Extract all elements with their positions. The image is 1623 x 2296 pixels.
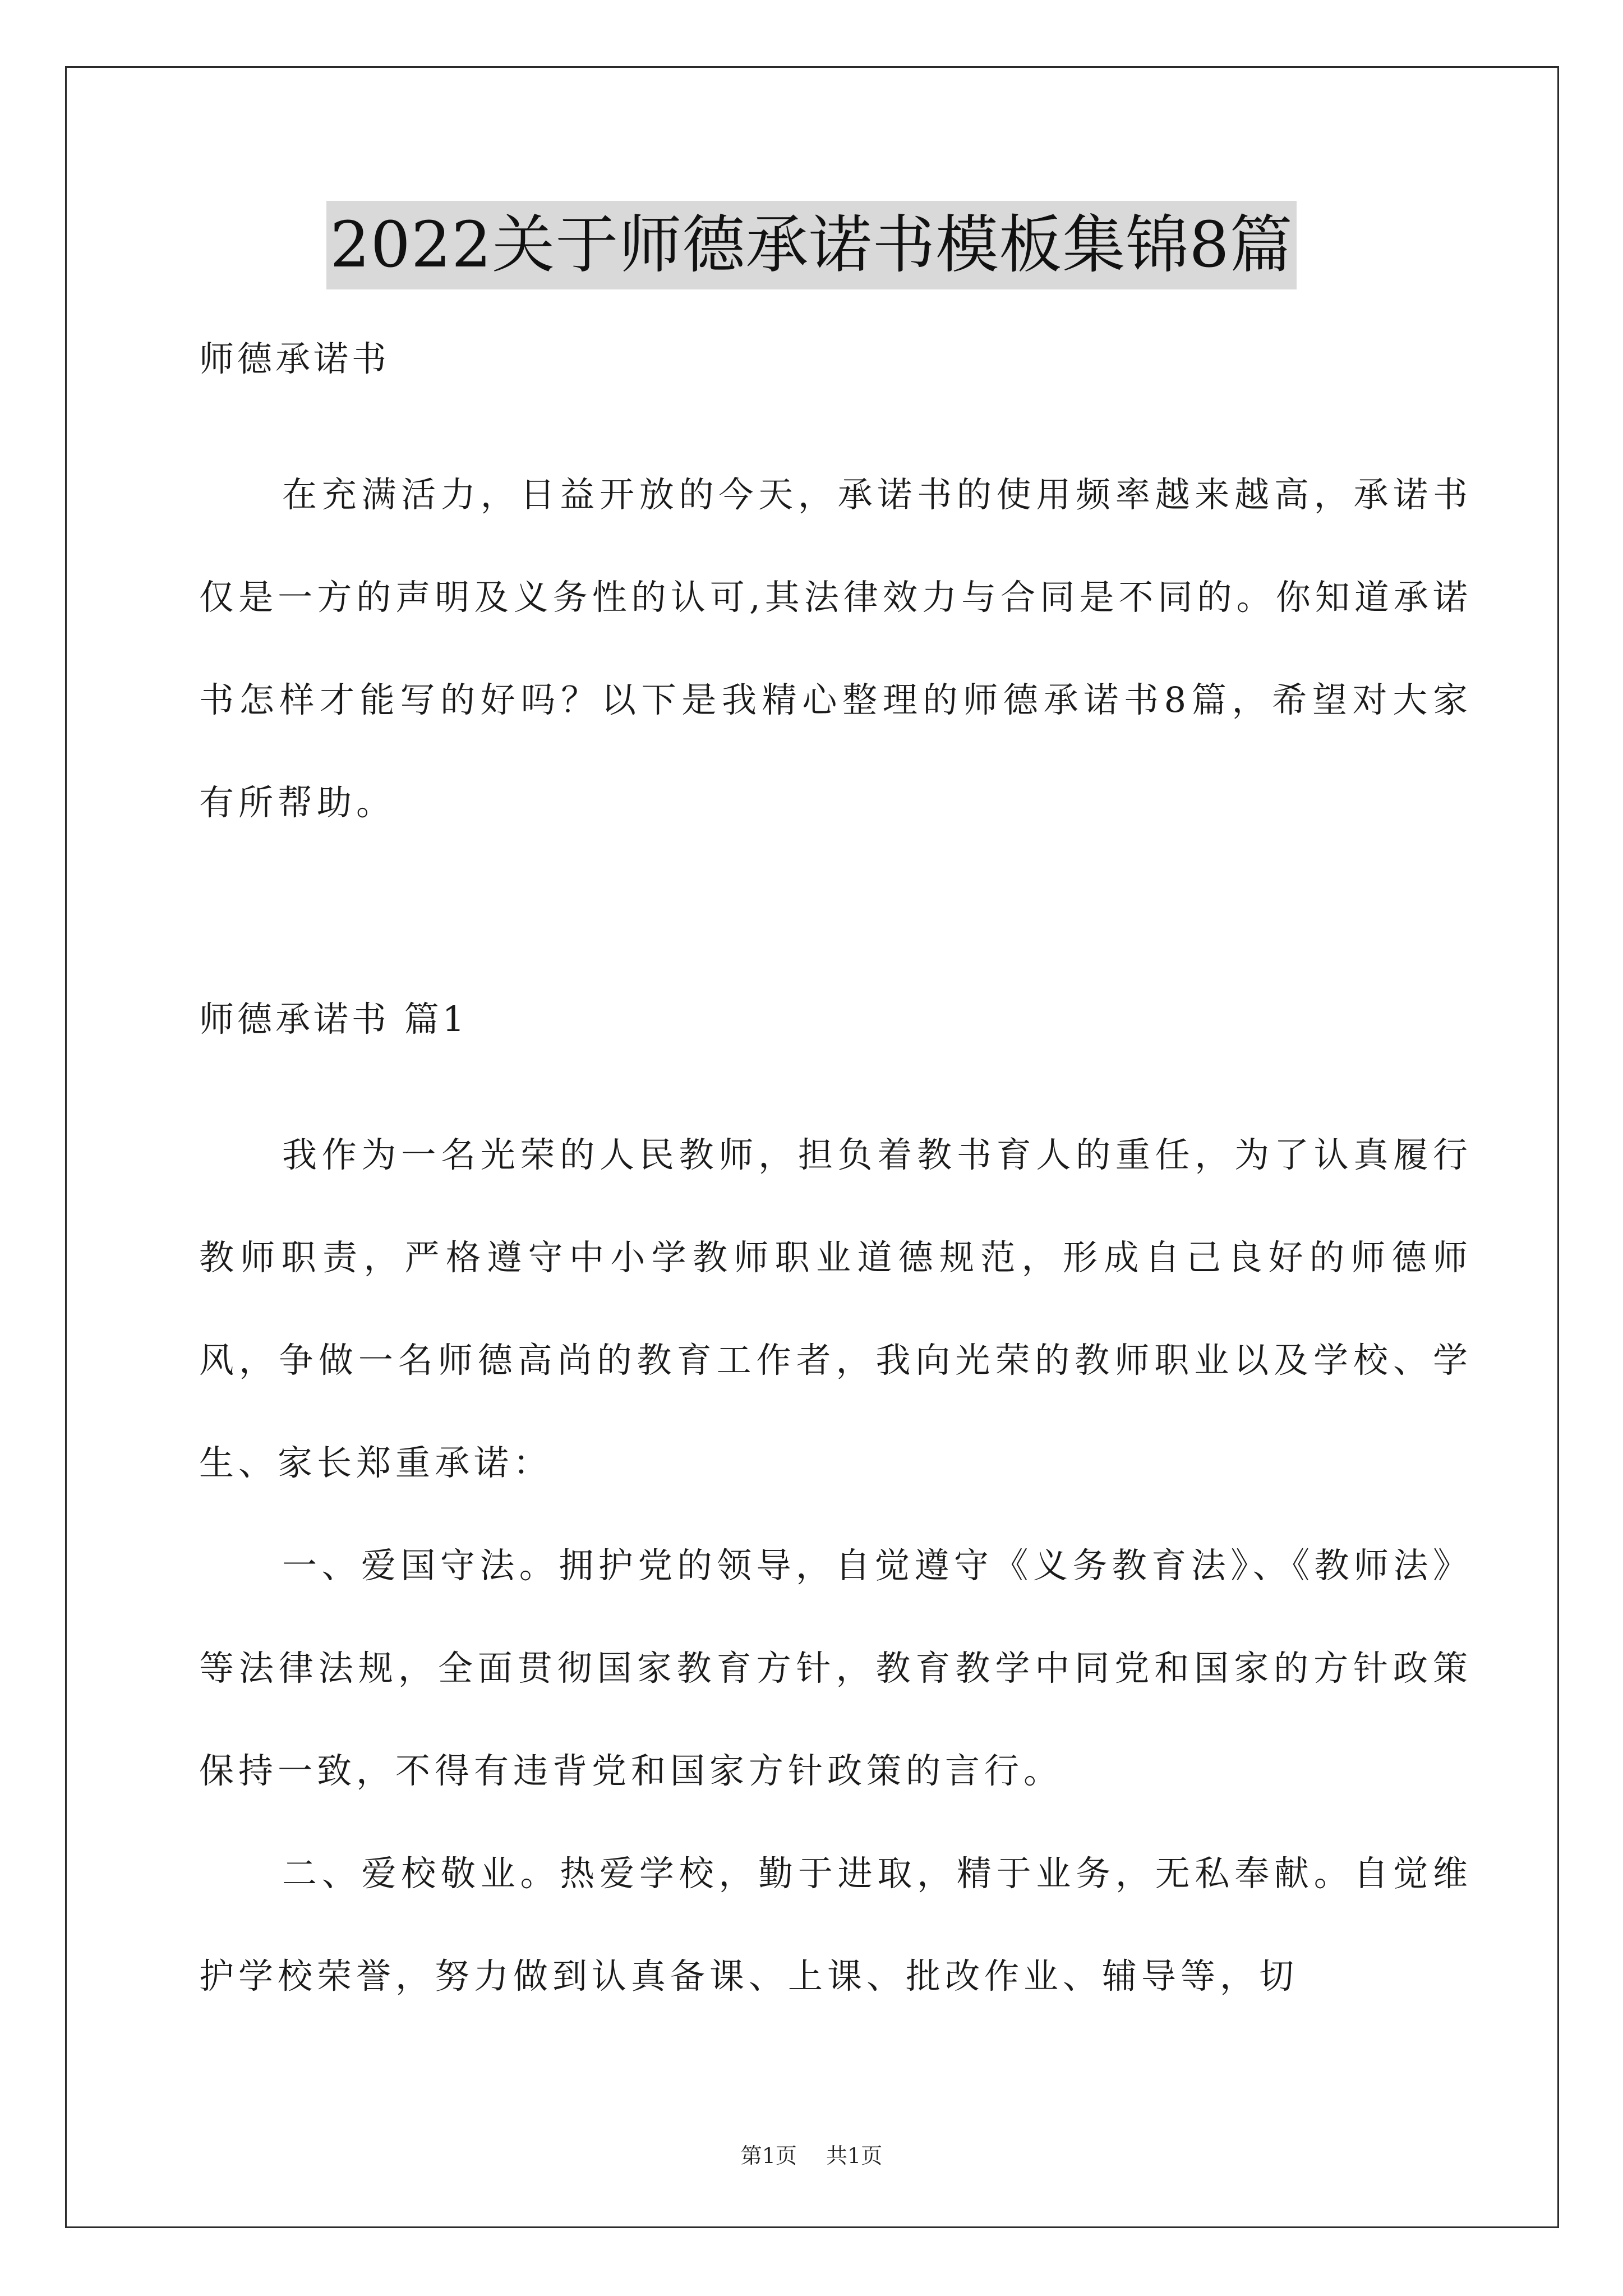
section1-heading: 师德承诺书 篇1 bbox=[199, 999, 468, 1039]
page-footer bbox=[0, 2142, 1623, 2170]
spacer bbox=[199, 381, 1472, 443]
page-number-current: 第1页 bbox=[740, 2143, 797, 2168]
document-body bbox=[199, 337, 1472, 2027]
intro-paragraph: 在充满活力，日益开放的今天，承诺书的使用频率越来越高，承诺书仅是一方的声明及义务性的认可,其法律效力与合同是不同的。你知道承诺书怎样才能写的好吗？以下是我精心整理的师德承诺书8篇，希望对大家有所帮助。 bbox=[199, 474, 1472, 823]
page-number-total: 共1页 bbox=[826, 2143, 883, 2168]
section1-paragraph-2: 一、爱国守法。拥护党的领导，自觉遵守《义务教育法》、《教师法》等法律法规，全面贯彻国家教育方针，教育教学中同党和国家的方针政策保持一致，不得有违背党和国家方针政策的言行。 bbox=[199, 1545, 1472, 1791]
intro-heading: 师德承诺书 bbox=[199, 338, 390, 379]
section1-paragraph-1: 我作为一名光荣的人民教师，担负着教书育人的重任，为了认真履行教师职责，严格遵守中小学教师职业道德规范，形成自己良好的师德师风，争做一名师德高尚的教育工作者，我向光荣的教师职业以及学校、学生、家长郑重承诺： bbox=[199, 1134, 1472, 1483]
title-container bbox=[0, 201, 1623, 289]
document-title: 2022关于师德承诺书模板集锦8篇 bbox=[326, 201, 1296, 289]
spacer bbox=[199, 1042, 1472, 1103]
section1-paragraph-3: 二、爱校敬业。热爱学校，勤于进取，精于业务，无私奉献。自觉维护学校荣誉，努力做到认真备课、上课、批改作业、辅导等，切 bbox=[199, 1853, 1472, 1996]
spacer bbox=[199, 854, 1472, 997]
